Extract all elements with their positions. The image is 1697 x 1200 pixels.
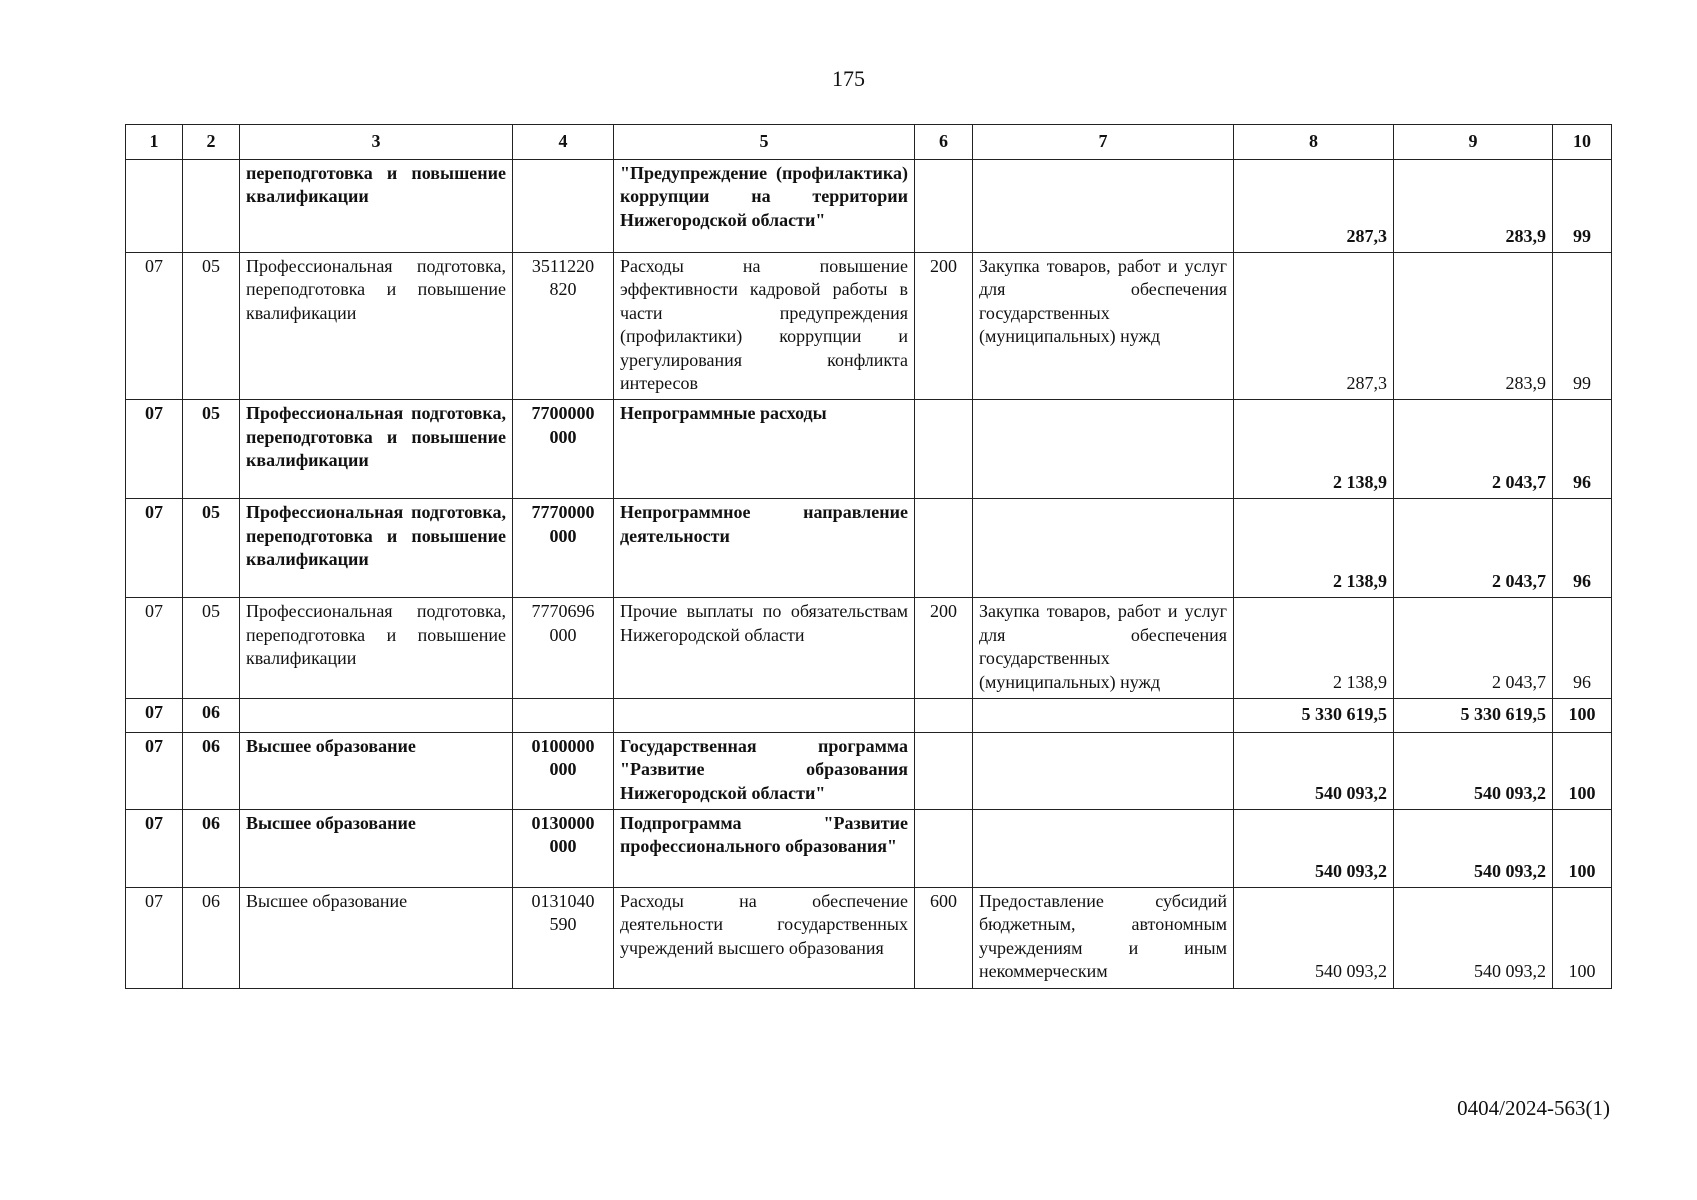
executed-amount-cell: 540 093,2 [1394,810,1553,888]
executed-amount-cell: 540 093,2 [1394,732,1553,809]
table-header-row [126,125,1612,160]
section-code-cell: 07 [126,598,183,699]
table-row [126,732,1612,809]
planned-amount-cell: 540 093,2 [1234,888,1394,989]
document-code: 0404/2024-563(1) [1457,1096,1610,1120]
subsection-code-cell: 05 [183,400,240,499]
expense-type-name-cell [973,400,1234,499]
expense-type-code-cell: 200 [915,598,973,699]
page-number: 175 [832,66,865,91]
expense-type-name-cell [973,160,1234,253]
table-row [126,253,1612,400]
header-cell: 2 [183,125,240,160]
header-cell: 1 [126,125,183,160]
subsection-code-cell [183,160,240,253]
section-code-cell: 07 [126,499,183,598]
table-row [126,160,1612,253]
article-name-cell: Непрограммные расходы [614,400,915,499]
subsection-code-cell: 05 [183,499,240,598]
header-cell: 3 [240,125,513,160]
subsection-name-cell: Профессиональная подготовка, переподготовка и повышение квалификации [240,400,513,499]
percent-cell: 100 [1553,810,1612,888]
expense-type-name-cell [973,698,1234,732]
article-name-cell: "Предупреждение (профилактика) коррупции на территории Нижегородской области" [614,160,915,253]
subsection-name-cell: Профессиональная подготовка, переподготовка и повышение квалификации [240,253,513,400]
section-code-cell: 07 [126,888,183,989]
expense-type-code-cell [915,400,973,499]
percent-cell: 96 [1553,499,1612,598]
percent-cell: 96 [1553,598,1612,699]
subsection-name-cell: Высшее образование [240,888,513,989]
subsection-name-cell: переподготовка и повышение квалификации [240,160,513,253]
planned-amount-cell: 540 093,2 [1234,810,1394,888]
article-name-cell: Государственная программа "Развитие образования Нижегородской области" [614,732,915,809]
article-name-cell [614,698,915,732]
section-code-cell: 07 [126,400,183,499]
table-row [126,499,1612,598]
table-row [126,400,1612,499]
article-name-cell: Расходы на повышение эффективности кадровой работы в части предупреждения (профилактики) коррупции и урегулирования конфликта интересов [614,253,915,400]
table-body [126,160,1612,989]
header-cell: 4 [513,125,614,160]
subsection-code-cell: 06 [183,698,240,732]
table-row [126,888,1612,989]
article-name-cell: Непрограммное направление деятельности [614,499,915,598]
target-article-cell: 0100000 000 [513,732,614,809]
expense-type-name-cell [973,810,1234,888]
section-code-cell [126,160,183,253]
table-row [126,810,1612,888]
subsection-code-cell: 06 [183,888,240,989]
executed-amount-cell: 283,9 [1394,160,1553,253]
percent-cell: 100 [1553,698,1612,732]
expense-type-code-cell [915,160,973,253]
subsection-code-cell: 05 [183,598,240,699]
target-article-cell: 7770696 000 [513,598,614,699]
percent-cell: 96 [1553,400,1612,499]
header-cell: 6 [915,125,973,160]
header-cell: 7 [973,125,1234,160]
target-article-cell: 0130000 000 [513,810,614,888]
subsection-code-cell: 06 [183,810,240,888]
target-article-cell: 0131040 590 [513,888,614,989]
expense-type-name-cell: Закупка товаров, работ и услуг для обеспечения государственных (муниципальных) нужд [973,598,1234,699]
table-row [126,698,1612,732]
section-code-cell: 07 [126,698,183,732]
target-article-cell: 7700000 000 [513,400,614,499]
expense-type-name-cell: Предоставление субсидий бюджетным, автономным учреждениям и иным некоммерческим [973,888,1234,989]
executed-amount-cell: 5 330 619,5 [1394,698,1553,732]
header-cell: 10 [1553,125,1612,160]
article-name-cell: Прочие выплаты по обязательствам Нижегородской области [614,598,915,699]
percent-cell: 100 [1553,888,1612,989]
expense-type-code-cell: 600 [915,888,973,989]
subsection-name-cell: Профессиональная подготовка, переподготовка и повышение квалификации [240,499,513,598]
planned-amount-cell: 540 093,2 [1234,732,1394,809]
percent-cell: 99 [1553,160,1612,253]
subsection-name-cell: Профессиональная подготовка, переподготовка и повышение квалификации [240,598,513,699]
executed-amount-cell: 540 093,2 [1394,888,1553,989]
expense-type-code-cell [915,810,973,888]
header-cell: 9 [1394,125,1553,160]
subsection-code-cell: 06 [183,732,240,809]
header-cell: 5 [614,125,915,160]
expense-type-code-cell [915,499,973,598]
subsection-name-cell: Высшее образование [240,732,513,809]
executed-amount-cell: 2 043,7 [1394,499,1553,598]
budget-table [125,124,1612,989]
target-article-cell [513,160,614,253]
section-code-cell: 07 [126,732,183,809]
target-article-cell [513,698,614,732]
header-cell: 8 [1234,125,1394,160]
subsection-code-cell: 05 [183,253,240,400]
target-article-cell: 3511220 820 [513,253,614,400]
section-code-cell: 07 [126,253,183,400]
executed-amount-cell: 2 043,7 [1394,400,1553,499]
expense-type-name-cell [973,732,1234,809]
planned-amount-cell: 2 138,9 [1234,598,1394,699]
executed-amount-cell: 2 043,7 [1394,598,1553,699]
planned-amount-cell: 2 138,9 [1234,499,1394,598]
expense-type-name-cell: Закупка товаров, работ и услуг для обеспечения государственных (муниципальных) нужд [973,253,1234,400]
expense-type-code-cell [915,698,973,732]
percent-cell: 99 [1553,253,1612,400]
article-name-cell: Расходы на обеспечение деятельности государственных учреждений высшего образования [614,888,915,989]
subsection-name-cell [240,698,513,732]
planned-amount-cell: 287,3 [1234,253,1394,400]
article-name-cell: Подпрограмма "Развитие профессионального образования" [614,810,915,888]
planned-amount-cell: 287,3 [1234,160,1394,253]
subsection-name-cell: Высшее образование [240,810,513,888]
target-article-cell: 7770000 000 [513,499,614,598]
executed-amount-cell: 283,9 [1394,253,1553,400]
expense-type-name-cell [973,499,1234,598]
percent-cell: 100 [1553,732,1612,809]
table-row [126,598,1612,699]
expense-type-code-cell: 200 [915,253,973,400]
planned-amount-cell: 2 138,9 [1234,400,1394,499]
planned-amount-cell: 5 330 619,5 [1234,698,1394,732]
expense-type-code-cell [915,732,973,809]
section-code-cell: 07 [126,810,183,888]
